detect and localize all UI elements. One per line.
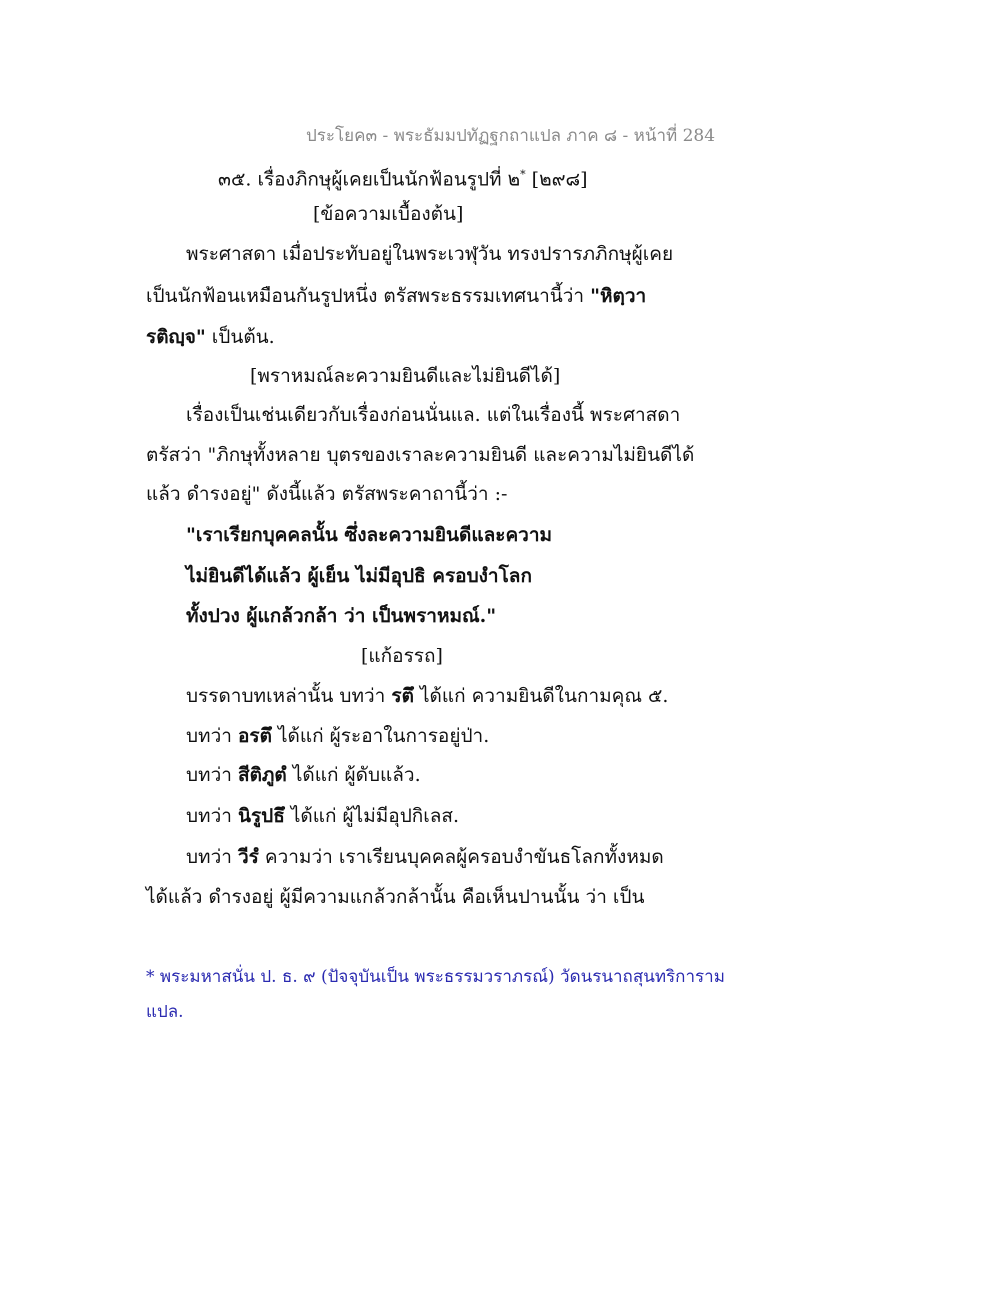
commentary-text: บรรดาบทเหล่านั้น บทว่า: [186, 685, 392, 707]
verse-line-3: ทั้งปวง ผู้แกล้วกล้า ว่า เป็นพราหมณ์.": [186, 605, 497, 627]
commentary-text: บทว่า: [186, 805, 238, 827]
commentary-text: บทว่า: [186, 725, 238, 747]
intro-line-3-text: เป็นต้น.: [205, 326, 275, 348]
commentary-text: ความว่า เราเรียนบุคคลผู้ครอบงำขันธโลกทั้งหมด: [258, 846, 664, 868]
story-title-text: ๓๕. เรื่องภิกษุผู้เคยเป็นนักฟ้อนรูปที่ ๒: [218, 168, 521, 191]
brahmin-line-2: ตรัสว่า "ภิกษุทั้งหลาย บุตรของเราละความยินดี และความไม่ยินดีได้: [146, 444, 695, 466]
commentary-text: ได้แก่ ผู้ระอาในการอยู่ป่า.: [271, 725, 490, 747]
verse-line-1: "เราเรียกบุคคลนั้น ซึ่งละความยินดีและความ: [186, 524, 553, 546]
commentary-line-1: [186, 684, 668, 708]
commentary-text: บทว่า: [186, 846, 238, 868]
pali-term: รตึ: [391, 685, 414, 707]
intro-line-2-text: เป็นนักฟ้อนเหมือนกันรูปหนึ่ง ตรัสพระธรรมเทศนานี้ว่า: [146, 285, 591, 307]
commentary-line-2: [186, 724, 489, 748]
brahmin-line-3: แล้ว ดำรงอยู่" ดังนี้แล้ว ตรัสพระคาถานี้ว่า :-: [146, 483, 508, 505]
section-heading-intro: [ข้อความเบื้องต้น]: [313, 203, 464, 225]
commentary-line-6: ได้แล้ว ดำรงอยู่ ผู้มีความแกล้วกล้านั้น คือเห็นปานนั้น ว่า เป็น: [146, 886, 645, 908]
intro-line-1: พระศาสดา เมื่อประทับอยู่ในพระเวฬุวัน ทรงปรารภภิกษุผู้เคย: [186, 243, 674, 265]
commentary-text: ได้แก่ ความยินดีในกามคุณ ๕.: [413, 685, 669, 707]
intro-line-3: [146, 325, 275, 349]
commentary-text: ได้แก่ ผู้ไม่มีอุปกิเลส.: [284, 805, 460, 827]
commentary-line-4: [186, 804, 459, 828]
commentary-line-5: [186, 845, 664, 869]
footnote-line-2: แปล.: [146, 1002, 184, 1022]
commentary-line-3: [186, 763, 421, 787]
footnote-line-1: * พระมหาสนั่น ป. ธ. ๙ (ปัจจุบันเป็น พระธรรมวราภรณ์) วัดนรนาถสุนทริการาม: [146, 967, 725, 987]
story-title: [218, 163, 588, 191]
commentary-text: ได้แก่ ผู้ดับแล้ว.: [286, 764, 421, 786]
pali-term: วีรํ: [237, 846, 259, 868]
pali-term: นิรูปธึ: [237, 805, 285, 827]
intro-line-2: [146, 284, 646, 308]
pali-term: สีติภูตํ: [237, 764, 287, 786]
running-head: ประโยค๓ - พระธัมมปทัฏฐกถาแปล ภาค ๘ - หน้าที่ 284: [306, 126, 716, 146]
commentary-text: บทว่า: [186, 764, 238, 786]
section-heading-brahmin: [พราหมณ์ละความยินดีและไม่ยินดีได้]: [250, 365, 561, 387]
intro-pali-term-cont: รติญฺจ": [146, 326, 206, 348]
title-footnote-mark: *: [520, 168, 526, 181]
verse-line-2: ไม่ยินดีได้แล้ว ผู้เย็น ไม่มีอุปธิ ครอบงำโลก: [186, 565, 532, 587]
brahmin-line-1: เรื่องเป็นเช่นเดียวกับเรื่องก่อนนั่นแล. แต่ในเรื่องนี้ พระศาสดา: [186, 404, 681, 426]
section-heading-commentary: [แก้อรรถ]: [361, 645, 443, 667]
story-title-ref: [๒๙๘]: [531, 168, 588, 191]
intro-pali-term: "หิตฺวา: [590, 285, 647, 307]
pali-term: อรตึ: [237, 725, 272, 747]
